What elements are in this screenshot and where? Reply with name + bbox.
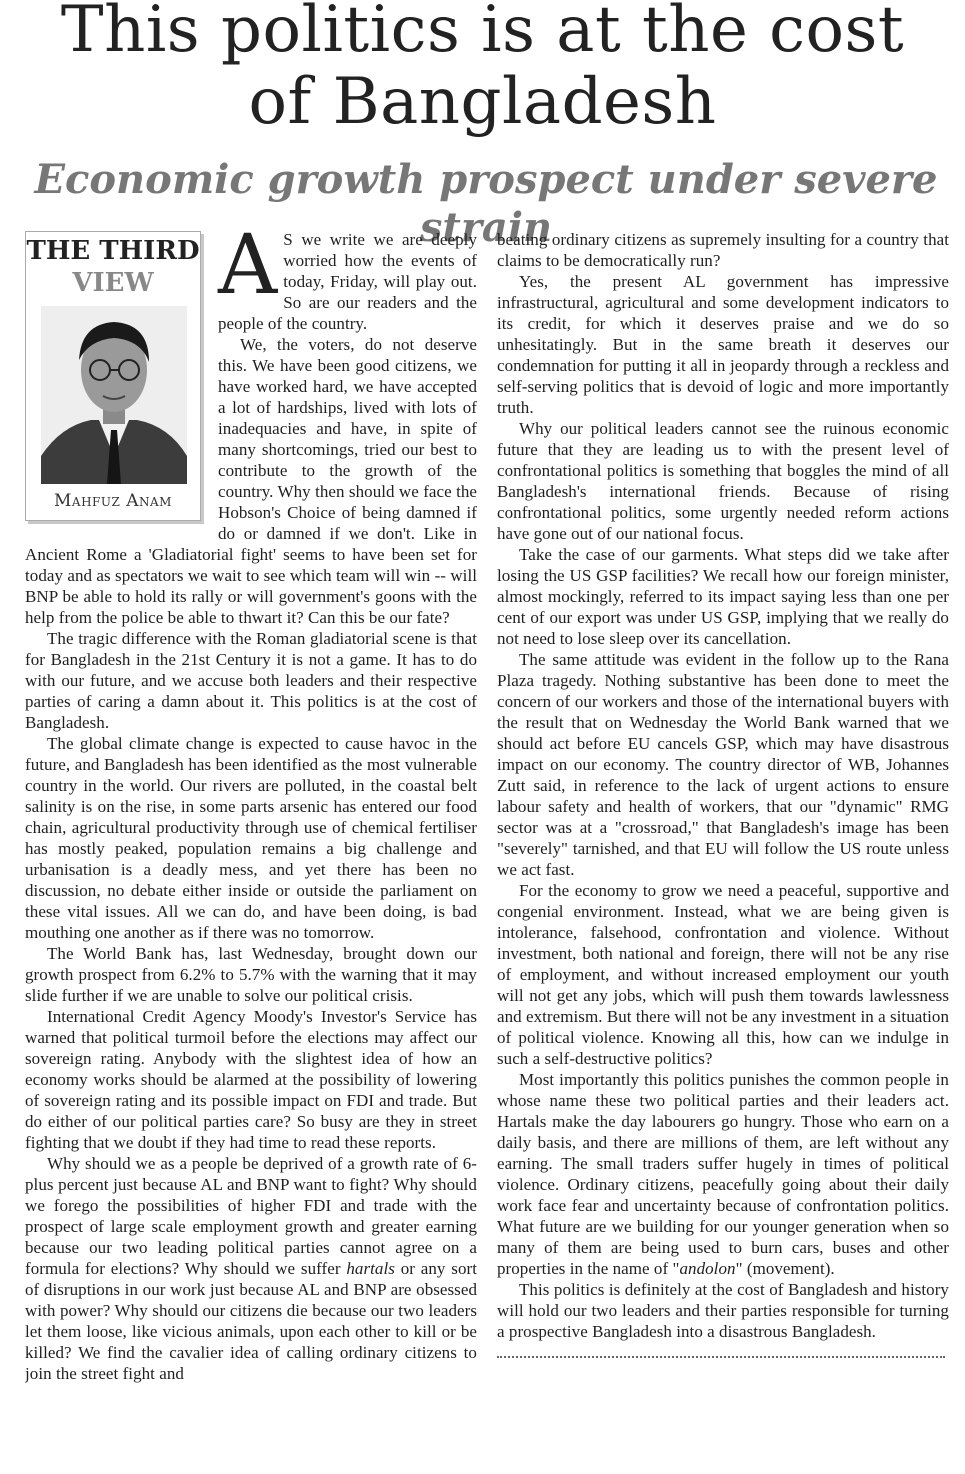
paragraph-12: The same attitude was evident in the follow up to the Rana Plaza tragedy. Nothing substantive has been done to meet the concern of our workers and those of the international buyers with the result that on Wednesday the World Bank warned that we should act before EU cancels GSP, which may have disastrous impact on our economy. The country director of WB, Johannes Zutt said, in reference to the lack of urgent actions to ensure labour safety and health of workers, that our "dynamic" RMG sector was at a "crossroad," that Bangladesh's image has been "severely" tarnished, and that EU will follow the US route unless we act fast. xyxy=(497,650,949,879)
paragraph-8: beating ordinary citizens as supremely insulting for a country that claims to be democratically run? xyxy=(497,230,949,270)
paragraph-7-text-b: or any sort of disruptions in our work just because AL and BNP are obsessed with power? Why should our citizens die because our two leaders let them loose, like vicious animals, upon each other to kill or be killed? We find the cavalier idea of calling ordinary citizens to join the street fight and xyxy=(25,1259,477,1383)
paragraph-13: For the economy to grow we need a peaceful, supportive and congenial environment. Instead, what we are being given is intolerance, falsehood, confrontation and violence. Without investment, both national and foreign, there will not be any rise of employment, and without increased employment our youth will not get any jobs, which will push them towards lawlessness and extremism. But there will not be any investment in a situation of political violence. Knowing all this, how can we indulge in such a self-destructive politics? xyxy=(497,881,949,1068)
drop-cap: A xyxy=(218,229,278,313)
paragraph-14-text-b: " (movement). xyxy=(735,1259,835,1278)
end-divider xyxy=(497,1356,945,1358)
headline-line-2: of Bangladesh xyxy=(248,65,717,139)
paragraph-9: Yes, the present AL government has impressive infrastructural, agricultural and some development indicators to its credit, for which it deserves praise and we do so unhesitatingly. But in the same breath it deserves our condemnation for putting it all in jeopardy through a reckless and self-serving politics that is devoid of logic and more importantly truth. xyxy=(497,272,949,417)
column-title: THE THIRD xyxy=(26,236,200,266)
column-author: Mahfuz Anam xyxy=(54,491,172,511)
paragraph-7-italic: hartals xyxy=(346,1259,395,1278)
article-column-left xyxy=(25,229,477,1474)
paragraph-11: Take the case of our garments. What steps did we take after losing the US GSP facilities? We recall how our foreign minister, almost mockingly, referred to its impact saying less than one per cent of our export was under US GSP, implying that we really do not need to lose sleep over its cancellation. xyxy=(497,545,949,648)
column-logo-box xyxy=(25,231,201,521)
paragraph-7-text-a: Why should we as a people be deprived of a growth rate of 6-plus percent just because AL and BNP want to fight? Why should we forego the possibilities of higher FDI and trade with the prospect of large scale employment growth and greater earning because our two leading political parties cannot agree on a formula for elections? Why should we suffer xyxy=(25,1154,477,1278)
paragraph-6: International Credit Agency Moody's Investor's Service has warned that political turmoil before the elections may affect our sovereign rating. Anybody with the slightest idea of how an economy works should be alarmed at the possibility of lowering of sovereign rating and its possible impact on FDI and trade. But do either of our political parties care? So busy are they in street fighting that we doubt if they had time to read these reports. xyxy=(25,1007,477,1152)
paragraph-7 xyxy=(25,1153,477,1384)
subheadline: Economic growth prospect under severe strain xyxy=(34,156,938,251)
paragraph-15: This politics is definitely at the cost of Bangladesh and history will hold our two leaders and their parties responsible for turning a prospective Bangladesh into a disastrous Bangladesh. xyxy=(497,1280,949,1341)
column-subtitle: VIEW xyxy=(72,268,154,298)
paragraph-14 xyxy=(497,1069,949,1279)
paragraph-1-text: S we write we are deeply worried how the events of today, Friday, will play out. So are our readers and the people of the country. xyxy=(218,230,477,333)
headline-line-1: This politics is at the cost xyxy=(60,0,905,67)
article-column-right xyxy=(497,229,949,1474)
paragraph-2: We, the voters, do not deserve this. We have been good citizens, we have worked hard, we have accepted a lot of hardships, lived with lots of inadequacies and have, in spite of many shortcomings, tried our best to contribute to the growth of the country. Why then should we face the Hobson's Choice of being damned if do or damned if we don't. Like in Ancient Rome a 'Gladiatorial fight' seems to have been set for today and as spectators we wait to see which team will win -- will BNP be able to hold its rally or will government's goons with the help from the police be able to thwart it? Can this be our fate? xyxy=(25,335,477,627)
headline xyxy=(0,0,965,138)
paragraph-10: Why our political leaders cannot see the ruinous economic future that they are leading us to with the present level of confrontational politics is something that boggles the mind of all Bangladesh's international friends. Because of rising confrontational politics, some urgently needed reform actions have gone out of our national focus. xyxy=(497,419,949,543)
paragraph-14-italic: andolon xyxy=(679,1259,736,1278)
paragraph-3: The tragic difference with the Roman gladiatorial scene is that for Bangladesh in the 21st Century it is not a game. It has to do with our future, and we accuse both leaders and their respective parties of caring a damn about it. This politics is at the cost of Bangladesh. xyxy=(25,629,477,732)
paragraph-14-text-a: Most importantly this politics punishes the common people in whose name these two political parties and their leaders act. Hartals make the day labourers go hungry. Those who earn on a daily basis, and there are millions of them, are left without any earning. The small traders suffer hugely in times of political violence. Ordinary citizens, peacefully going about their daily work face fear and uncertainty because of confrontation politics. What future are we building for our younger generation when so many of them are being used to burn cars, buses and other properties in the name of " xyxy=(497,1070,949,1278)
paragraph-4: The global climate change is expected to cause havoc in the future, and Bangladesh has been identified as the most vulnerable country in the world. Our rivers are polluted, in the coastal belt salinity is on the rise, in some parts arsenic has entered our food chain, agricultural productivity through use of chemical fertiliser has mostly peaked, population remains a big challenge and urbanisation is a deadly mess, and yet there has been no discussion, no debate either inside or outside the parliament on these vital issues. All we can do, and have been doing, is bad mouthing one another as if there was no tomorrow. xyxy=(25,734,477,942)
paragraph-5: The World Bank has, last Wednesday, brought down our growth prospect from 6.2% to 5.7% with the warning that it may slide further if we are unable to solve our political crisis. xyxy=(25,944,477,1005)
author-portrait xyxy=(41,306,187,484)
